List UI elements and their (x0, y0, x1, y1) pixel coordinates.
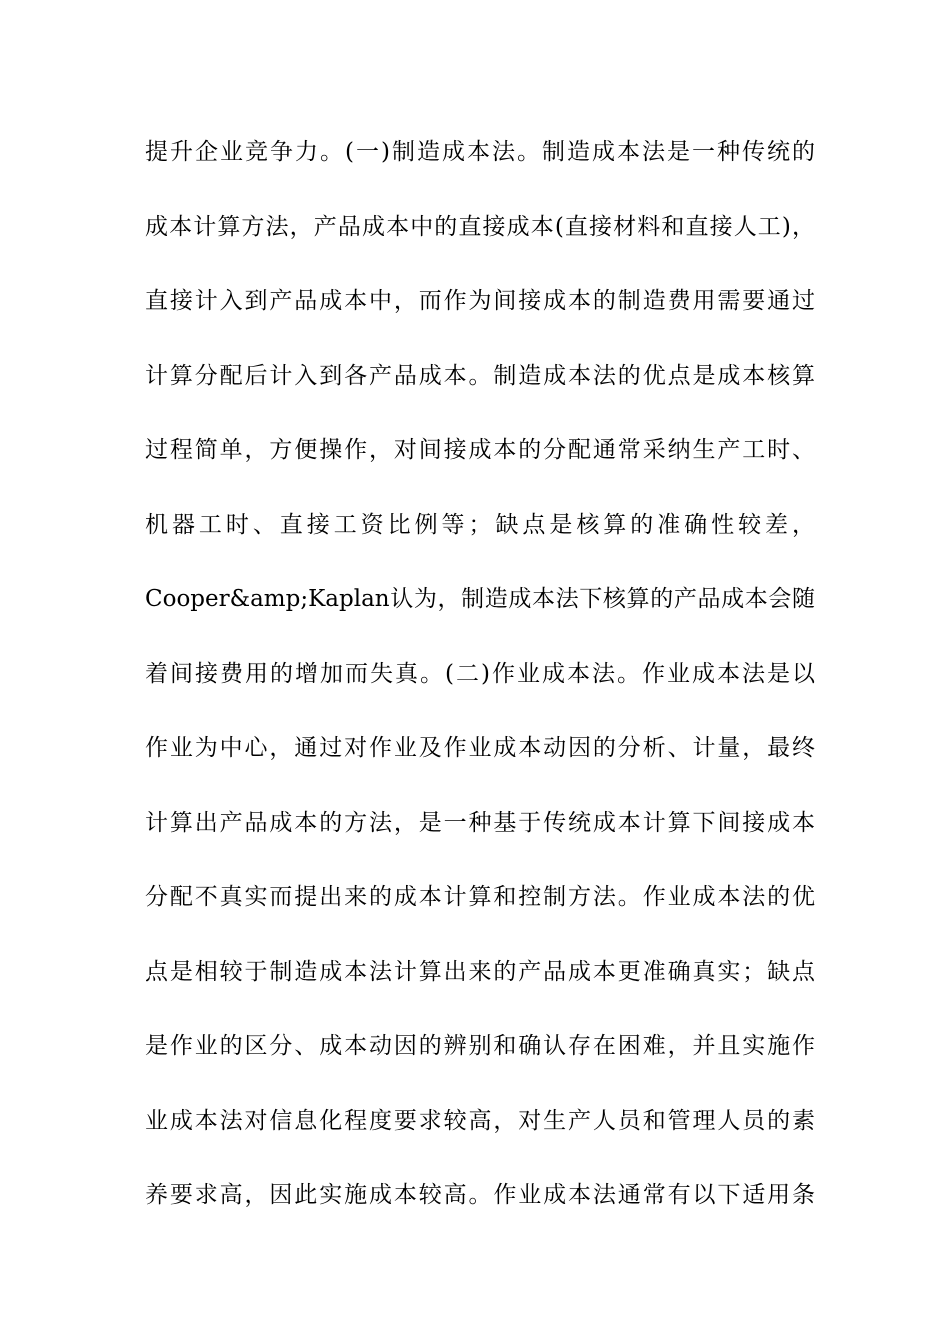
text-line-12: 点是相较于制造成本法计算出来的产品成本更准确真实；缺点 (145, 958, 815, 985)
text-line-6: 机器工时、直接工资比例等；缺点是核算的准确性较差， (145, 511, 815, 538)
text-line-9: 作业为中心，通过对作业及作业成本动因的分析、计量，最终 (145, 735, 815, 761)
text-line-4: 计算分配后计入到各产品成本。制造成本法的优点是成本核算 (145, 362, 815, 389)
body-text (145, 132, 815, 1250)
text-line-14: 业成本法对信息化程度要求较高，对生产人员和管理人员的素 (145, 1107, 815, 1134)
text-line-5: 过程简单，方便操作，对间接成本的分配通常采纳生产工时、 (145, 437, 815, 463)
text-line-10: 计算出产品成本的方法，是一种基于传统成本计算下间接成本 (145, 809, 815, 836)
text-line-1: 提升企业竞争力。(一)制造成本法。制造成本法是一种传统的 (145, 139, 815, 165)
text-line-13: 是作业的区分、成本动因的辨别和确认存在困难，并且实施作 (145, 1033, 815, 1059)
text-line-3: 直接计入到产品成本中，而作为间接成本的制造费用需要通过 (145, 288, 815, 314)
text-line-11: 分配不真实而提出来的成本计算和控制方法。作业成本法的优 (145, 884, 815, 910)
text-line-15: 养要求高，因此实施成本较高。作业成本法通常有以下适用条 (145, 1182, 815, 1208)
text-line-2: 成本计算方法，产品成本中的直接成本(直接材料和直接人工)， (145, 213, 815, 240)
text-line-8: 着间接费用的增加而失真。(二)作业成本法。作业成本法是以 (145, 660, 815, 687)
text-line-7: Cooper&amp;Kaplan认为，制造成本法下核算的产品成本会随 (145, 586, 815, 612)
